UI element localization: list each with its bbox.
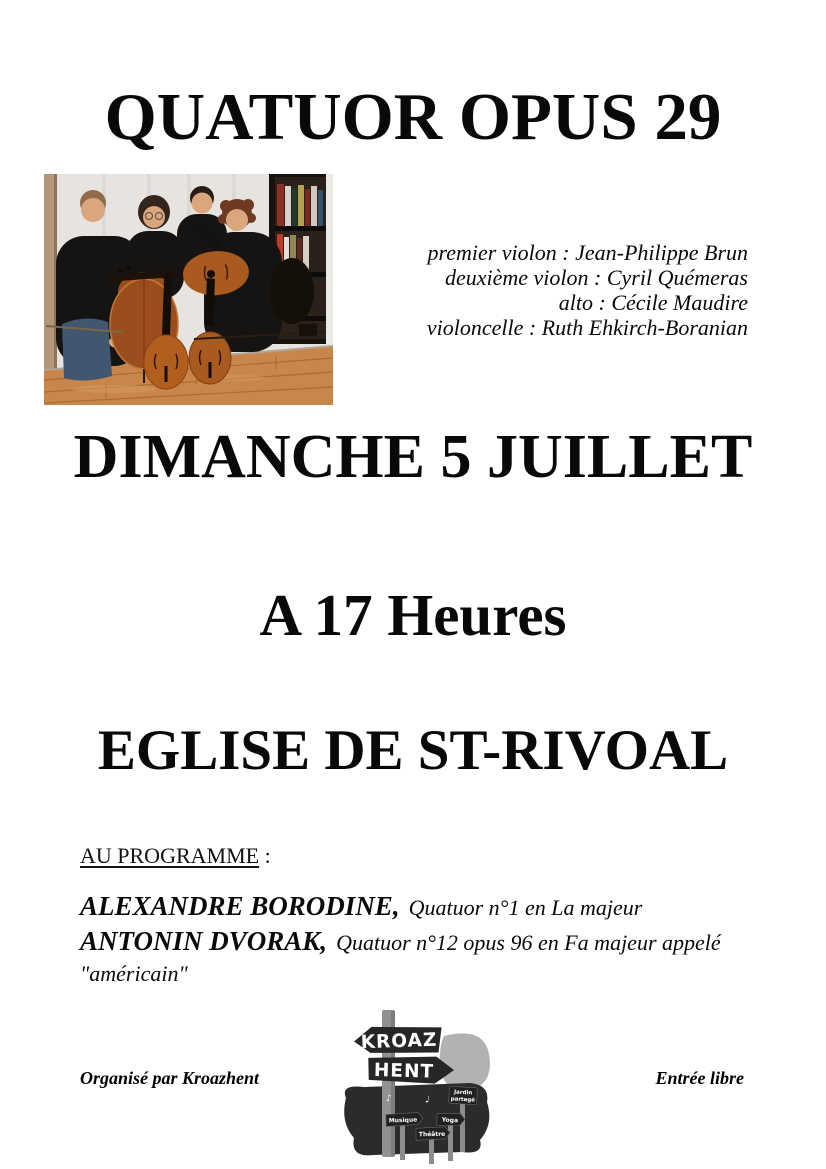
bow-frog <box>299 324 318 337</box>
musique-sign <box>386 1112 423 1126</box>
violin-scroll <box>164 273 172 281</box>
violin-scroll <box>207 270 215 278</box>
musique-sign-label: Musique <box>388 1116 418 1125</box>
organizer-credit: Organisé par Kroazhent <box>80 1068 260 1088</box>
credit-line: alto : Cécile Maudire <box>558 290 748 315</box>
jardin-sign-line1: Jardin <box>453 1089 473 1097</box>
piece-title: Quatuor n°1 en La majeur <box>408 895 643 920</box>
yoga-sign <box>437 1113 465 1127</box>
composer-name: ANTONIN DVORAK, <box>80 926 328 956</box>
kroaz-sign <box>354 1024 443 1055</box>
shelf-board <box>275 226 326 231</box>
credit-line: premier violon : Jean-Philippe Brun <box>427 240 748 265</box>
kroazhent-logo-image <box>332 1002 502 1167</box>
floor-highlight <box>72 385 156 393</box>
face <box>143 206 165 228</box>
program-heading-label: AU PROGRAMME <box>80 843 260 868</box>
jardin-sign-line2: partagé <box>450 1096 476 1104</box>
hent-sign-label: HENT <box>373 1060 435 1083</box>
composer-name: ALEXANDRE BORODINE, <box>80 891 400 921</box>
concert-time: A 17 Heures <box>259 582 567 648</box>
curtain-strip-right <box>326 174 333 350</box>
credit-line: violoncelle : Ruth Ehkirch-Boranian <box>426 315 748 340</box>
jardin-sign <box>449 1086 478 1104</box>
yoga-sign-label: Yoga <box>441 1116 459 1125</box>
face <box>192 193 213 214</box>
quartet-photo <box>44 174 333 405</box>
credit-line: deuxième violon : Cyril Quémeras <box>444 265 748 290</box>
concert-venue: EGLISE DE ST-RIVOAL <box>97 719 729 782</box>
kroaz-sign-label: KROAZ <box>360 1029 438 1054</box>
program-heading-colon: : <box>259 843 271 868</box>
program-list <box>80 891 746 989</box>
admission-note: Entrée libre <box>655 1068 744 1088</box>
logo-light-blob <box>440 1033 490 1091</box>
program-item <box>80 891 746 923</box>
musician-credits <box>427 240 748 340</box>
music-note-icon: ♩ <box>424 1095 431 1106</box>
quartet-photo-image <box>44 174 333 405</box>
face <box>81 198 105 222</box>
music-note-icon: ♪ <box>386 1094 392 1104</box>
instrument-case <box>270 258 314 324</box>
face <box>226 209 248 231</box>
page-title: QUATUOR OPUS 29 <box>104 80 722 154</box>
kroazhent-logo <box>332 1002 502 1167</box>
theatre-sign-label: Théâtre <box>418 1130 446 1139</box>
program-item <box>80 926 746 989</box>
hair-curl <box>242 199 254 211</box>
piece-title: Quatuor n°12 opus 96 en Fa majeur appelé "américain" <box>80 930 721 986</box>
concert-date: DIMANCHE 5 JUILLET <box>73 423 753 491</box>
program-heading <box>80 843 271 869</box>
theatre-sign <box>416 1127 450 1141</box>
hair-curl <box>220 200 232 212</box>
